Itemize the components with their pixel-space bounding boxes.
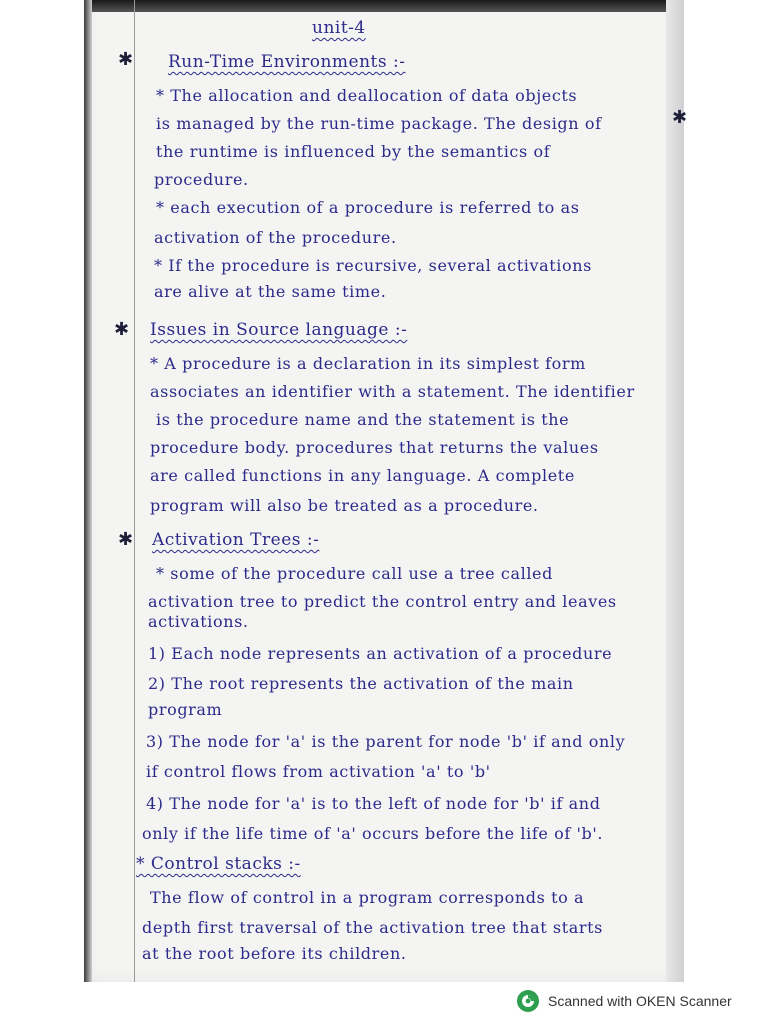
scanner-label: Scanned with OKEN Scanner — [548, 993, 732, 1009]
note-line: The flow of control in a program corresponds to a — [150, 888, 585, 907]
note-line: the runtime is influenced by the semantics of — [156, 142, 551, 161]
page-left-edge — [84, 0, 92, 982]
handwritten-notes — [92, 0, 688, 982]
note-line: if control flows from activation 'a' to 'b' — [146, 762, 491, 781]
note-line: 1) Each node represents an activation of a procedure — [148, 644, 613, 663]
section-heading: Run-Time Environments :- — [168, 52, 406, 72]
note-line: at the root before its children. — [142, 944, 407, 963]
page-title: unit-4 — [312, 18, 366, 38]
note-line: * If the procedure is recursive, several activations — [154, 256, 592, 275]
scanner-watermark — [516, 988, 732, 1014]
note-line: program — [148, 700, 223, 719]
note-line: associates an identifier with a statement. The identifier — [150, 382, 635, 401]
note-line: activation of the procedure. — [154, 228, 397, 247]
note-line: * The allocation and deallocation of data objects — [156, 86, 578, 105]
margin-asterisk: ✱ — [114, 319, 130, 340]
note-line: are alive at the same time. — [154, 282, 387, 301]
section-heading: Activation Trees :- — [152, 530, 320, 550]
section-heading: * Control stacks :- — [136, 854, 301, 874]
note-line: * each execution of a procedure is referred to as — [156, 198, 580, 217]
note-line: is the procedure name and the statement is the — [156, 410, 570, 429]
note-line: 4) The node for 'a' is to the left of node for 'b' if and — [146, 794, 601, 813]
note-line: * some of the procedure call use a tree called — [156, 564, 553, 583]
note-line: program will also be treated as a procedure. — [150, 496, 539, 515]
note-line: * A procedure is a declaration in its simplest form — [150, 354, 586, 373]
section-heading: Issues in Source language :- — [150, 320, 408, 340]
note-line: procedure. — [154, 170, 249, 189]
note-line: 3) The node for 'a' is the parent for node 'b' if and only — [146, 732, 626, 751]
note-line: only if the life time of 'a' occurs before the life of 'b'. — [142, 824, 604, 843]
margin-asterisk: ✱ — [672, 107, 688, 128]
note-line: is managed by the run-time package. The design of — [156, 114, 602, 133]
note-line: are called functions in any language. A complete — [150, 466, 575, 485]
page-right-edge — [666, 0, 684, 982]
note-line: activations. — [148, 612, 249, 631]
margin-asterisk: ✱ — [118, 529, 134, 550]
note-line: procedure body. procedures that returns the values — [150, 438, 599, 457]
note-line: 2) The root represents the activation of the main — [148, 674, 574, 693]
margin-asterisk: ✱ — [118, 49, 134, 70]
note-line: depth first traversal of the activation tree that starts — [142, 918, 603, 937]
note-line: activation tree to predict the control entry and leaves — [148, 592, 617, 611]
scanner-logo-icon — [516, 989, 540, 1013]
